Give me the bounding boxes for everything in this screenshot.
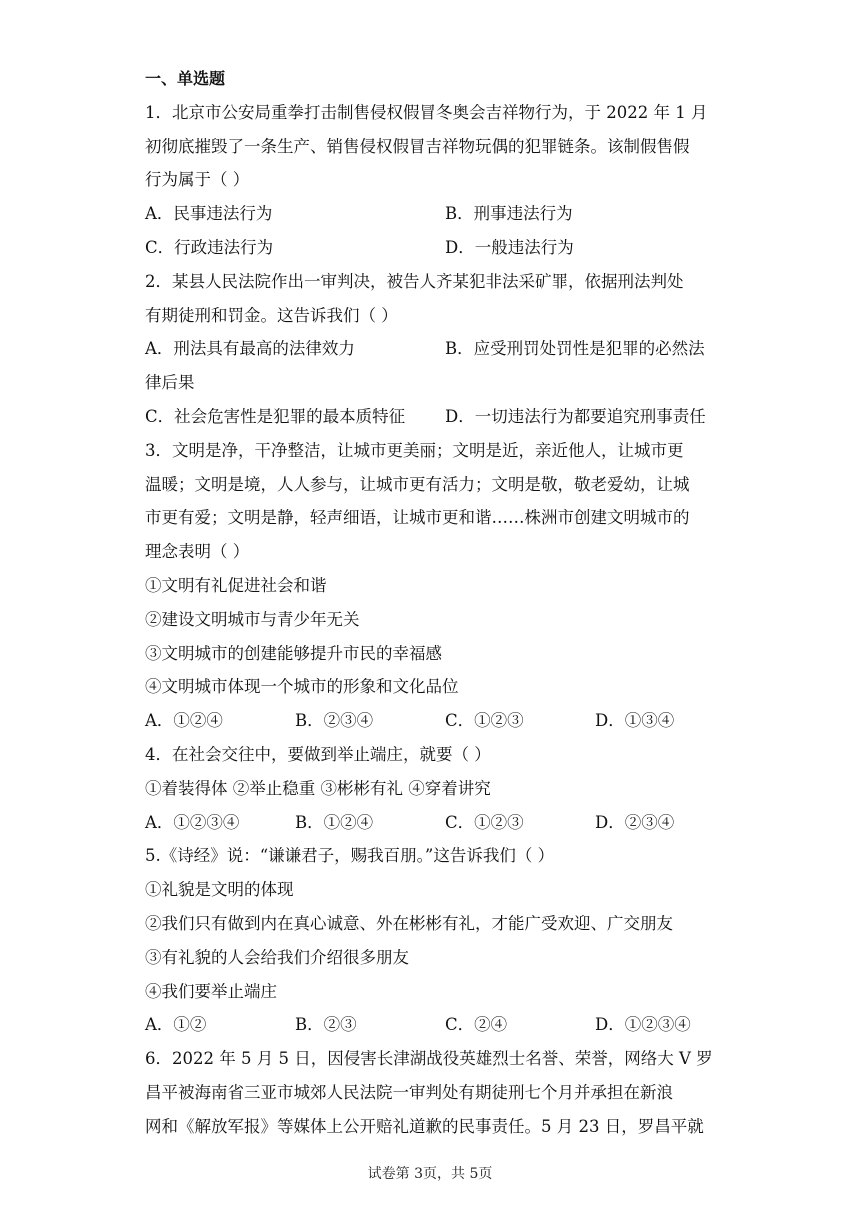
option-a[interactable]: A．①②③④ (145, 812, 240, 832)
question-3-line: 温暖；文明是境，人人参与，让城市更有活力；文明是敬，敬老爱幼，让城 (145, 474, 690, 494)
question-1-options (145, 197, 720, 265)
option-d[interactable]: D．①②③④ (595, 1015, 691, 1035)
question-2-options-row1 (145, 332, 720, 366)
question-6-line: 6．2022 年 5 月 5 日，因侵害长津湖战役英雄烈士名誉、荣誉，网络大 V 罗 (145, 1049, 713, 1069)
option-a[interactable]: A．①② (145, 1015, 207, 1035)
option-b[interactable]: B．②③④ (295, 711, 374, 731)
question-2-line: 有期徒刑和罚金。这告诉我们（ ） (145, 305, 398, 325)
question-1-line: 行为属于（ ） (145, 170, 250, 190)
question-5 (145, 839, 720, 1042)
option-d[interactable]: D．②③④ (595, 812, 675, 832)
option-a[interactable]: A．民事违法行为 (145, 204, 273, 224)
option-c[interactable]: C．行政违法行为 (145, 237, 274, 257)
option-c[interactable]: C．①②③ (445, 812, 524, 832)
option-a[interactable]: A．刑法具有最高的法律效力 (145, 339, 355, 359)
statement-4: ④文明城市体现一个城市的形象和文化品位 (145, 677, 459, 697)
question-3-line: 理念表明（ ） (145, 542, 250, 562)
option-b[interactable]: B．刑事违法行为 (445, 204, 573, 224)
question-content (145, 62, 720, 1144)
option-d[interactable]: D．①③④ (595, 711, 675, 731)
question-3-options (145, 704, 720, 738)
question-1-line: 初彻底摧毁了一条生产、销售侵权假冒吉祥物玩偶的犯罪链条。该制假售假 (145, 136, 690, 156)
option-c[interactable]: C．社会危害性是犯罪的最本质特征 (145, 406, 406, 426)
question-5-line: 5.《诗经》说：“谦谦君子，赐我百朋。”这告诉我们（ ） (145, 846, 555, 866)
statement-2: ②建设文明城市与青少年无关 (145, 609, 360, 629)
option-b[interactable]: B．应受刑罚处罚性是犯罪的必然法 (445, 339, 705, 359)
statement-3: ③文明城市的创建能够提升市民的幸福感 (145, 643, 442, 663)
question-1 (145, 96, 720, 265)
question-5-options (145, 1008, 720, 1042)
option-b-continuation: 律后果 (145, 373, 195, 393)
page-footer: 试卷第 3页，共 5页 (367, 1166, 493, 1182)
question-2-line: 2．某县人民法院作出一审判决，被告人齐某犯非法采矿罪，依据刑法判处 (145, 271, 684, 291)
question-3-line: 3．文明是净，干净整洁，让城市更美丽；文明是近，亲近他人，让城市更 (145, 440, 684, 460)
option-b[interactable]: B．①②④ (295, 812, 374, 832)
question-4 (145, 738, 720, 839)
question-4-options (145, 806, 720, 840)
option-d[interactable]: D．一般违法行为 (445, 237, 574, 257)
question-6-line: 网和《解放军报》等媒体上公开赔礼道歉的民事责任。5 月 23 日，罗昌平就 (145, 1116, 704, 1136)
statement-1: ①礼貌是文明的体现 (145, 880, 294, 900)
statement-list: ①着装得体 ②举止稳重 ③彬彬有礼 ④穿着讲究 (145, 778, 491, 798)
option-c[interactable]: C．②④ (445, 1015, 508, 1035)
statement-3: ③有礼貌的人会给我们介绍很多朋友 (145, 947, 409, 967)
statement-4: ④我们要举止端庄 (145, 981, 277, 1001)
option-a[interactable]: A．①②④ (145, 711, 223, 731)
statement-2: ②我们只有做到内在真心诚意、外在彬彬有礼，才能广受欢迎、广交朋友 (145, 913, 673, 933)
question-6-line: 昌平被海南省三亚市城郊人民法院一审判处有期徒刑七个月并承担在新浪 (145, 1082, 673, 1102)
option-d[interactable]: D．一切违法行为都要追究刑事责任 (445, 406, 706, 426)
question-2 (145, 265, 720, 434)
question-6 (145, 1042, 720, 1143)
question-3 (145, 434, 720, 738)
question-1-line: 1．北京市公安局重拳打击制售侵权假冒冬奥会吉祥物行为，于 2022 年 1 月 (145, 102, 708, 122)
question-3-line: 市更有爱；文明是静，轻声细语，让城市更和谐……株洲市创建文明城市的 (145, 508, 690, 528)
question-2-options-row2 (145, 400, 720, 434)
statement-1: ①文明有礼促进社会和谐 (145, 575, 327, 595)
section-title: 一、单选题 (145, 69, 226, 88)
option-c[interactable]: C．①②③ (445, 711, 524, 731)
question-4-line: 4．在社会交往中，要做到举止端庄，就要（ ） (145, 744, 491, 764)
option-b[interactable]: B．②③ (295, 1015, 357, 1035)
